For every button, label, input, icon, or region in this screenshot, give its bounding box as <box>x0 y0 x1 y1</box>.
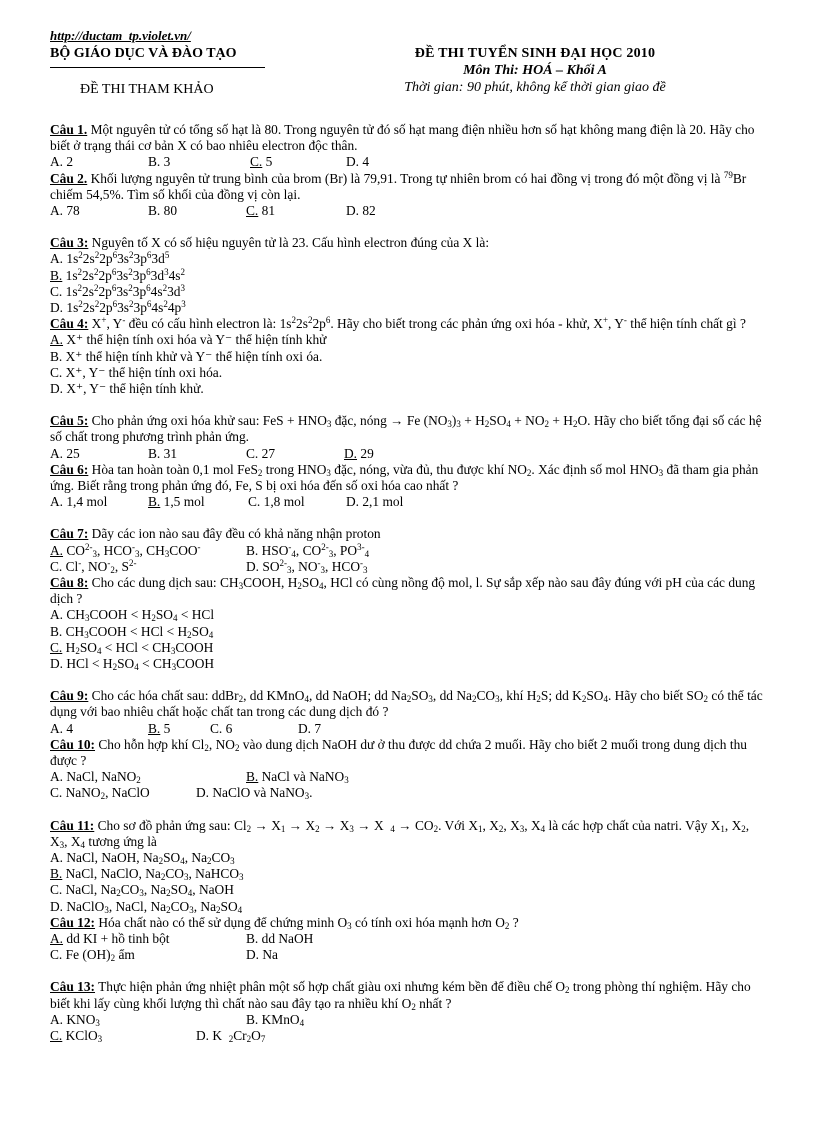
answer-row <box>50 1012 770 1028</box>
option-c: C. $1s^22s^22p^63s^23p^64s^23d^3$ <box>50 282 185 299</box>
option-b: B. $CH_3COOH$ < HCl < $H_2SO_4$ <box>50 623 214 640</box>
question-text: Dãy các ion nào sau đây đều có khả năng nhận proton <box>88 526 381 542</box>
question-5: Câu 5: Cho phản ứng oxi hóa khử sau: FeS + $HNO_3$ đặc, nóng → Fe $(NO_3)_3 + H_2SO_4 + NO_2 + H_2O$. Hãy cho biết tổng đại số các hệ số chất trong phương trình phản ứng. <box>50 413 762 445</box>
answer-row <box>50 446 770 462</box>
option-d: D. Na <box>246 947 278 963</box>
question-text: Một nguyên tử có tổng số hạt là 80. Trong nguyên tử đó số hạt mang điện nhiều hơn số hạt không mang điện là 20. Hãy cho biết ở trạng thái cơ bản X có bao nhiêu electron độc thân. <box>50 122 755 154</box>
question-3 <box>50 235 770 251</box>
option-b: B. 80 <box>148 203 178 218</box>
option-b: B. NaCl và NaNO$_3$ <box>246 769 349 786</box>
source-url[interactable]: http://ductam_tp.violet.vn/ <box>50 28 191 43</box>
option-b: B. dd NaOH <box>246 931 314 946</box>
question-10: Câu 10: Cho hỗn hợp khí $Cl_2$, $NO_2$ vào dung dịch NaOH dư ở thu được dd chứa 2 muối. Hãy cho biết 2 muối trong dung dịch thu được ? <box>50 736 747 768</box>
answer-row <box>50 1028 770 1044</box>
option-a: A. dd KI + hồ tinh bột <box>50 931 170 946</box>
option-b: B. $HSO^-_4$, $CO^{2-}_3$, $PO^{3-}_4$ <box>246 541 370 559</box>
option-b: B. $1s^22s^22p^63s^23p^63d^34s^2$ <box>50 266 185 283</box>
question-12: Câu 12: Hóa chất nào có thể sử dụng để chứng minh $O_3$ có tính oxi hóa mạnh hơn $O_2$ ? <box>50 914 519 931</box>
option-d: D. 29 <box>344 445 374 461</box>
option-b: B. X⁺ thể hiện tính khử và Y⁻ thể hiện tính oxi óa. <box>50 348 323 364</box>
option-d: D. K $_2Cr_2O_7$ <box>196 1027 266 1044</box>
option-a: A. $CH_3COOH < H_2SO_4$ < HCl <box>50 607 215 624</box>
answer-row <box>50 769 770 785</box>
question-11: Câu 11: Cho sơ đồ phản ứng sau: $Cl_2 \to X_1 \to X_2 \to X_3 \to X$ $_4 \to CO_2$. Với $X_1$, $X_2$, $X_3$, $X_4$ là các hợp chất của natri. Vậy $X_1$, $X_2$, $X_3$, $X_4$ tương ứng là <box>50 817 750 850</box>
option-a: A. NaCl, NaOH, $Na_2SO_4$, $Na_2CO_3$ <box>50 849 235 866</box>
answer-row <box>50 203 770 219</box>
answer-row <box>50 494 770 510</box>
option-d: D. HCl < $H_2SO_4$ < $CH_3COOH$ <box>50 656 215 672</box>
exam-time: Thời gian: 90 phút, không kể thời gian giao đề <box>404 80 666 95</box>
option-c: C. 27 <box>246 445 276 461</box>
option-c: C. X⁺, Y⁻ thể hiện tính oxi hóa. <box>50 364 223 380</box>
header-right <box>370 46 700 96</box>
option-c: C. 81 <box>246 203 276 218</box>
question-label: Câu 13: <box>50 979 96 995</box>
exam-title: ĐỀ THI TUYỂN SINH ĐẠI HỌC 2010 <box>414 46 656 61</box>
option-b: B. NaCl, NaClO, $Na_2CO_3$, NaHCO$_3$ <box>50 866 244 883</box>
reference-label: ĐỀ THI THAM KHẢO <box>80 82 214 97</box>
question-1 <box>50 122 770 154</box>
question-7 <box>50 526 770 542</box>
question-label: Câu 4: <box>50 316 89 332</box>
question-text: Nguyên tố X có số hiệu nguyên tử là 23. Cấu hình electron đúng của X là: <box>88 235 490 251</box>
exam-body <box>50 122 770 1044</box>
option-d: D. 7 <box>298 720 322 736</box>
option-a: A. 2 <box>50 154 74 170</box>
option-a: A. X⁺ thể hiện tính oxi hóa và Y⁻ thể hiện tính khử <box>50 332 327 348</box>
question-9: Câu 9: Cho các hóa chất sau: ddBr$_2$, dd KMnO$_4$, dd NaOH; dd $Na_2SO_3$, dd $Na_2CO_3$, khí $H_2S$; dd $K_2SO_4$. Hãy cho biết $SO_2$ có thể tác dụng với bao nhiêu chất hoặc chất tan trong các dung dịch đó ? <box>50 688 763 720</box>
option-b: B. 5 <box>148 720 171 736</box>
option-d: D. 2,1 mol <box>346 494 404 510</box>
option-d: D. $SO^{2-}_3$, $NO^-_3$, $HCO^-_3$ <box>246 557 368 575</box>
answer-row <box>50 721 770 737</box>
question-label: Câu 10: <box>50 736 96 752</box>
option-a: A. 25 <box>50 445 80 461</box>
question-label: Câu 8: <box>50 574 89 590</box>
option-c: C. NaCl, $Na_2CO_3$, $Na_2SO_4$, NaOH <box>50 882 234 899</box>
option-d: D. $1s^22s^22p^63s^23p^64s^24p^3$ <box>50 299 186 315</box>
option-b: B. 3 <box>148 154 171 170</box>
option-c: C. 1,8 mol <box>248 494 305 510</box>
question-6: Câu 6: Hòa tan hoàn toàn 0,1 mol FeS$_2$ trong $HNO_3$ đặc, nóng, vừa đủ, thu được khí $NO_2$. Xác định số mol $HNO_3$ đã tham gia phản ứng. Biết rằng trong phản ứng đó, Fe, S bị oxi hóa đến số oxi hóa cao nhất ? <box>50 461 759 494</box>
answer-row <box>50 785 770 801</box>
option-d: D. X⁺, Y⁻ thể hiện tính khử. <box>50 381 204 397</box>
option-c: C. KClO$_3$ <box>50 1027 103 1044</box>
option-a: A. NaCl, NaNO$_2$ <box>50 769 141 786</box>
option-a: A. $KNO_3$ <box>50 1011 100 1028</box>
question-label: Câu 3: <box>50 235 89 251</box>
question-label: Câu 6: <box>50 461 89 477</box>
option-b: B. 1,5 mol <box>148 494 205 510</box>
option-c: C. $H_2SO_4$ < HCl < $CH_3COOH$ <box>50 639 214 656</box>
option-d: D. 4 <box>346 154 370 170</box>
question-label: Câu 11: <box>50 817 95 833</box>
question-8: Câu 8: Cho các dung dịch sau: $CH_3COOH$, $H_2SO_4$, HCl có cùng nồng độ mol, l. Sự sắp xếp nào sau đây đúng với pH của các dung dịch ? <box>50 574 756 607</box>
option-a: A. 1,4 mol <box>50 494 108 510</box>
question-label: Câu 1. <box>50 122 88 137</box>
option-a: A. 4 <box>50 720 74 736</box>
question-label: Câu 7: <box>50 526 89 542</box>
exam-subject: Môn Thi: HOÁ – Khối A <box>463 63 607 78</box>
question-label: Câu 12: <box>50 914 96 930</box>
option-a: A. 78 <box>50 203 80 218</box>
option-b: B. KMnO$_4$ <box>246 1011 305 1028</box>
answer-row <box>50 947 770 963</box>
option-d: D. 82 <box>346 203 376 218</box>
option-c: C. NaNO$_2$, NaClO <box>50 785 150 802</box>
answer-row <box>50 543 770 559</box>
answer-row <box>50 931 770 947</box>
option-c: C. 6 <box>210 720 233 736</box>
option-a: A. $CO^{2-}_3$, $HCO^-_3$, $CH_3COO^-$ <box>50 541 201 559</box>
question-label: Câu 2. <box>50 170 88 186</box>
option-c: C. Fe $(OH)_2$ ẩm <box>50 947 135 964</box>
option-d: D. NaClO$_3$, NaCl, $Na_2CO_3$, $Na_2SO_4$ <box>50 898 243 915</box>
header-left <box>50 46 280 98</box>
organization-name: BỘ GIÁO DỤC VÀ ĐÀO TẠO <box>50 46 237 61</box>
answer-row <box>50 559 770 575</box>
question-13: Câu 13: Thực hiện phản ứng nhiệt phân một số hợp chất giàu oxi nhưng kém bền để điều chế $O_2$ trong phòng thí nghiệm. Hãy cho biết khi lấy cùng khối lượng thì chất nào sau đây tạo ra nhiều khí $O_2$ nhất ? <box>50 979 751 1012</box>
option-b: B. 31 <box>148 445 178 461</box>
option-c: C. 5 <box>250 154 273 170</box>
option-a: A. $1s^22s^22p^63s^23p^63d^5$ <box>50 250 170 267</box>
question-label: Câu 5: <box>50 413 89 429</box>
answer-row <box>50 154 770 170</box>
question-4: Câu 4: X+, Y- đều có cấu hình electron là: $1s^22s^22p^6$. Hãy cho biết trong các phản ứng oxi hóa - khử, X+, Y- thể hiện tính chất gì ? <box>50 315 746 332</box>
option-c: C. Cl-, $NO^-_2$, $S^{2-}$ <box>50 557 137 575</box>
question-2: Câu 2. Khối lượng nguyên tử trung bình của brom (Br) là 79,91. Trong tự nhiên brom có hai đồng vị trong đó một đồng vị là $^{79}$Br chiếm 54,5%. Tìm số khối của đồng vị còn lại. <box>50 169 747 202</box>
header-divider <box>50 67 265 68</box>
question-label: Câu 9: <box>50 688 89 704</box>
option-d: D. NaClO và NaNO$_3$. <box>196 785 313 802</box>
